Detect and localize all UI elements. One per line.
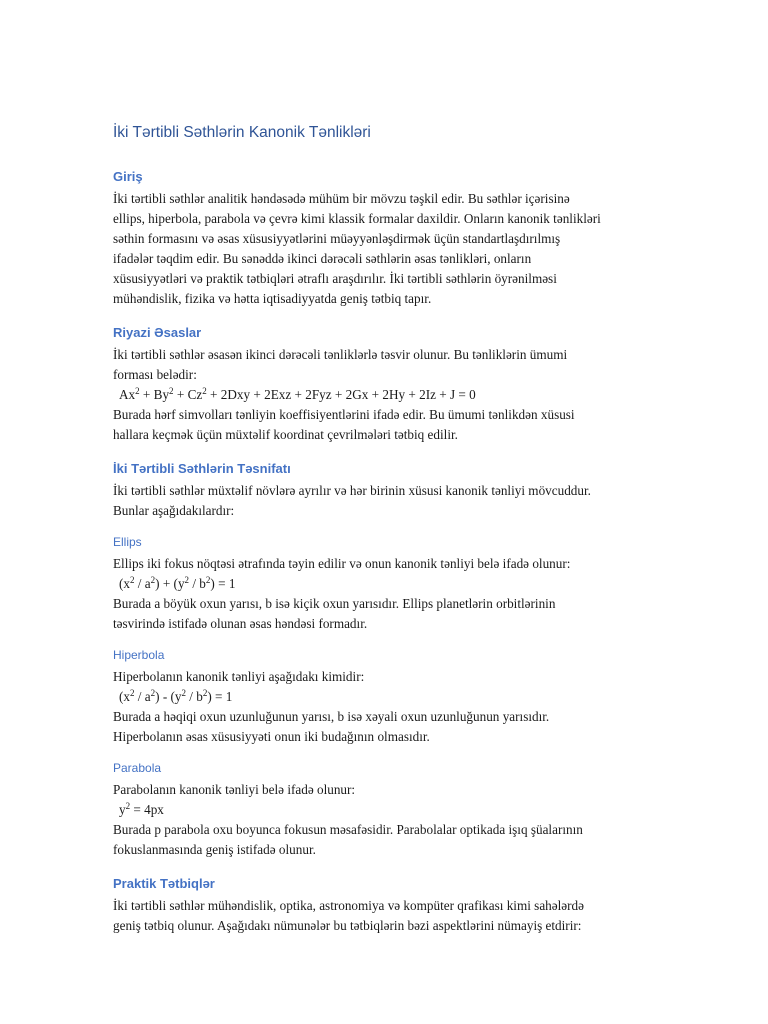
paragraph-line: Parabolanın kanonik tənliyi belə ifadə olunur: [113, 782, 356, 797]
intro-paragraph [113, 189, 653, 309]
general-equation: $Ax^2 + By^2 + Cz^2 + 2Dxy + 2Exz + 2Fyz + 2Gx + 2Hy + 2Iz + J = 0$ [119, 386, 476, 402]
document-content [113, 121, 653, 936]
parabola-equation: $y^2 = 4px$ [119, 801, 164, 817]
subsection-heading-parabola: Parabola [113, 761, 162, 775]
paragraph-line: Burada p parabola oxu boyunca fokusun məsafəsidir. Parabolalar optikada işıq şüalarının [113, 822, 583, 837]
paragraph-line: İki tərtibli səthlər analitik həndəsədə mühüm bir mövzu təşkil edir. Bu səthlər içərisinə [113, 191, 570, 206]
paragraph-line: İki tərtibli səthlər müxtəlif növlərə ayrılır və hər birinin xüsusi kanonik tənliyi mövcuddur. [113, 483, 591, 498]
ellipse-equation: $(x^2 / a^2) + (y^2 / b^2) = 1$ [119, 575, 236, 591]
hyperbola-equation: $(x^2 / a^2) - (y^2 / b^2) = 1$ [119, 688, 233, 704]
paragraph-line: İki tərtibli səthlər əsasən ikinci dərəcəli tənliklərlə təsvir olunur. Bu tənliklərin ümumi [113, 347, 568, 362]
paragraph-line: geniş tətbiq olunur. Aşağıdakı nümunələr bu tətbiqlərin bəzi aspektlərini nümayiş etdirir: [113, 918, 582, 933]
section-heading-applications: Praktik Tətbiqlər [113, 876, 215, 891]
paragraph-line: xüsusiyyətləri və praktik tətbiqləri ətraflı araşdırılır. İki tərtibli səthlərin öyrənilməsi [113, 271, 557, 286]
paragraph-line: ifadələr təqdim edir. Bu sənəddə ikinci dərəcəli səthlərin əsas tənlikləri, onların [113, 251, 532, 266]
paragraph-line: səthin formasını və əsas xüsusiyyətlərini müəyyənləşdirmək üçün standartlaşdırılmış [113, 231, 561, 246]
paragraph-line: İki tərtibli səthlər mühəndislik, optika, astronomiya və kompüter qrafikası kimi sahələrdə [113, 898, 584, 913]
section-heading-math: Riyazi Əsaslar [113, 325, 202, 340]
paragraph-line: Ellips iki fokus nöqtəsi ətrafında təyin edilir və onun kanonik tənliyi belə ifadə olunur: [113, 556, 571, 571]
paragraph-line: hallara keçmək üçün müxtəlif koordinat çevrilmələri tətbiq edilir. [113, 427, 458, 442]
paragraph-line: Burada hərf simvolları tənliyin koeffisiyentlərini ifadə edir. Bu ümumi tənlikdən xüsusi [113, 407, 575, 422]
paragraph-line: forması belədir: [113, 367, 197, 382]
subsection-heading-ellipse: Ellips [113, 535, 142, 549]
paragraph-line: təsvirində istifadə olunan əsas həndəsi formadır. [113, 616, 368, 631]
document-title: İki Tərtibli Səthlərin Kanonik Tənlikləri [113, 124, 371, 141]
section-heading-classification: İki Tərtibli Səthlərin Təsnifatı [113, 461, 291, 476]
section-heading-intro: Giriş [113, 169, 143, 184]
paragraph-line: Burada a həqiqi oxun uzunluğunun yarısı, b isə xəyali oxun uzunluğunun yarısıdır. [113, 709, 550, 724]
paragraph-line: Bunlar aşağıdakılardır: [113, 503, 235, 518]
paragraph-line: Hiperbolanın kanonik tənliyi aşağıdakı kimidir: [113, 669, 365, 684]
paragraph-line: ellips, hiperbola, parabola və çevrə kimi klassik formalar daxildir. Onların kanonik tənlikləri [113, 211, 601, 226]
paragraph-line: fokuslanmasında geniş istifadə olunur. [113, 842, 316, 857]
subsection-heading-hyperbola: Hiperbola [113, 648, 165, 662]
paragraph-line: Burada a böyük oxun yarısı, b isə kiçik oxun yarısıdır. Ellips planetlərin orbitlərinin [113, 596, 556, 611]
paragraph-line: Hiperbolanın əsas xüsusiyyəti onun iki budağının olmasıdır. [113, 729, 430, 744]
paragraph-line: mühəndislik, fizika və hətta iqtisadiyyatda geniş tətbiq tapır. [113, 291, 432, 306]
